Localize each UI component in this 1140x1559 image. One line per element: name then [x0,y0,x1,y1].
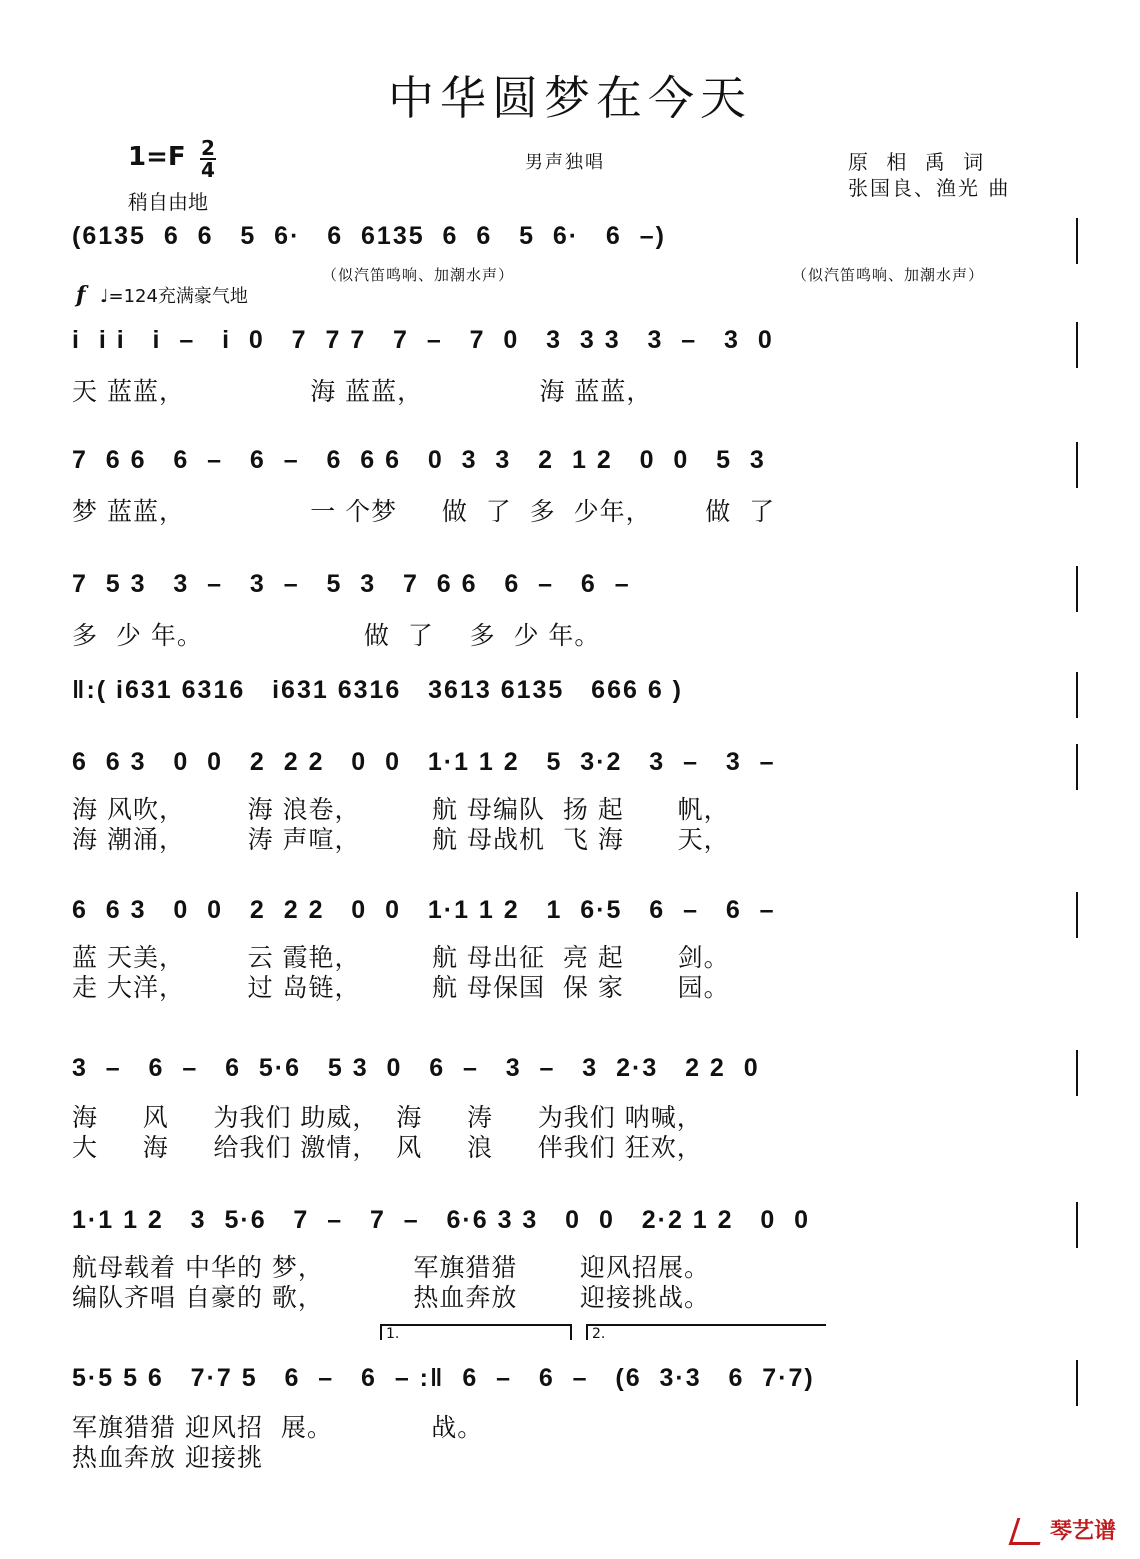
barline [1076,892,1078,938]
barline [1076,672,1078,718]
tempo-marking: 稍自由地 [128,190,208,214]
volta-bracket-1 [380,1324,572,1340]
notes-row: 6 6 3 0 0 2 2 2 0 0 1·1 1 2 1 6·5 6 – 6 – [72,896,776,924]
song-title: 中华圆梦在今天 [388,71,752,125]
lyrics-verse-2: 大 海 给我们 激情， 风 浪 伴我们 狂欢， [72,1133,703,1162]
notes-row: 1·1 1 2 3 5·6 7 – 7 – 6·6 3 3 0 0 2·2 1 2 0 0 [72,1206,811,1234]
notes-row: 5·5 5 6 7·7 5 6 – 6 – :‖ 6 – 6 – (6 3·3 6 7·7) [72,1364,815,1392]
volta-bracket-2 [586,1324,826,1340]
barline [1076,218,1078,264]
barline [1076,442,1078,488]
barline [1076,322,1078,368]
composer-credit: 张国良、渔光 曲 [848,176,1011,200]
voice-type: 男声独唱 [525,152,605,173]
notes-row: 6 6 3 0 0 2 2 2 0 0 1·1 1 2 5 3·2 3 – 3 – [72,748,776,776]
annotation-2: （似汽笛鸣响、加潮水声） [792,266,985,284]
lyrics-verse-1: 航母载着 中华的 梦， 军旗猎猎 迎风招展。 [72,1253,710,1282]
notes-row: 3 – 6 – 6 5·6 5 3 0 6 – 3 – 3 2·3 2 2 0 [72,1054,760,1082]
notes-row: (6135 6 6 5 6· 6 6135 6 6 5 6· 6 –) [72,222,666,250]
logo-icon [1009,1518,1049,1545]
lyrics-verse-2: 走 大洋， 过 岛链， 航 母保国 保 家 园。 [72,973,730,1002]
barline [1076,1050,1078,1096]
barline [1076,1202,1078,1248]
time-signature [200,138,216,180]
notes-row: 7 5 3 3 – 3 – 5 3 7 6 6 6 – 6 – [72,570,631,598]
lyrics-line: 多 少 年。 做 了 多 少 年。 [72,621,601,650]
time-sig-top: 2 [201,136,215,160]
lyrics-line: 梦 蓝蓝， 一 个梦 做 了 多 少年， 做 了 [72,497,776,526]
logo-text: 琴艺谱 [1049,1518,1116,1544]
dynamic-forte: f [76,282,86,308]
lyrics-line: 天 蓝蓝， 海 蓝蓝， 海 蓝蓝， [72,377,653,406]
time-sig-bottom: 4 [201,158,215,182]
tempo-change: ♩=124充满豪气地 [100,286,248,307]
lyricist-credit: 原 相 禹 词 [848,150,990,174]
lyrics-verse-1: 军旗猎猎 迎风招 展。 战。 [72,1413,484,1442]
annotation-1: （似汽笛鸣响、加潮水声） [322,266,515,284]
key-signature: 1=F [128,142,186,172]
lyrics-verse-1: 海 风 为我们 助威， 海 涛 为我们 呐喊， [72,1103,703,1132]
barline [1076,566,1078,612]
notes-row: ‖:( i631 6316 i631 6316 3613 6135 666 6 ) [72,676,683,704]
lyrics-verse-1: 海 风吹， 海 浪卷， 航 母编队 扬 起 帆， [72,795,730,824]
volta-1-label: 1. [386,1326,400,1342]
volta-2-label: 2. [592,1326,606,1342]
barline [1076,744,1078,790]
lyrics-verse-1: 蓝 天美， 云 霞艳， 航 母出征 亮 起 剑。 [72,943,730,972]
lyrics-verse-2: 热血奔放 迎接挑 [72,1443,263,1472]
lyrics-verse-2: 海 潮涌， 涛 声喧， 航 母战机 飞 海 天， [72,825,730,854]
lyrics-verse-2: 编队齐唱 自豪的 歌， 热血奔放 迎接挑战。 [72,1283,710,1312]
notes-row: 7 6 6 6 – 6 – 6 6 6 0 3 3 2 1 2 0 0 5 3 [72,446,766,474]
barline [1076,1360,1078,1406]
site-logo [1013,1514,1116,1546]
notes-row: i i i i – i 0 7 7 7 7 – 7 0 3 3 3 3 – 3 0 [72,326,774,354]
